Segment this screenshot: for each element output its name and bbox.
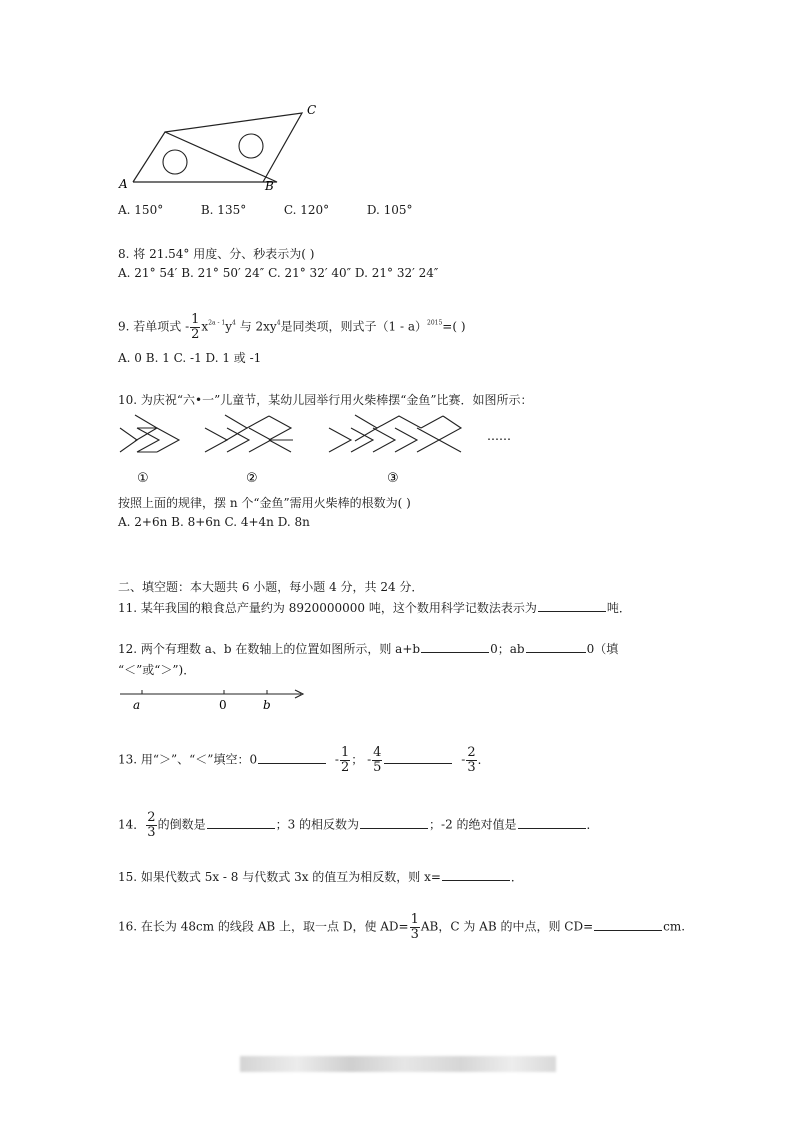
q13-frac-2-den: 5 [373, 759, 382, 775]
q13-end: ． [477, 752, 490, 767]
q9-prefix: 9. 若单项式 - [118, 319, 190, 334]
q14-text-3: ；-2 的绝对值是 [429, 817, 517, 832]
axis-label-zero: 0 [219, 698, 227, 712]
q9-y-exponent: 4 [232, 319, 236, 327]
q14-frac-den: 3 [147, 824, 156, 840]
q15-line [118, 868, 523, 885]
q16-frac-num: 1 [410, 912, 419, 927]
q16-mid: AB，C 为 AB 的中点，则 CD= [420, 919, 594, 934]
q9-suffix: 是同类项，则式子（1 - a） [280, 319, 427, 334]
q9-stem [118, 313, 466, 341]
fish-3 [329, 415, 461, 452]
q13-prefix: 13. 用“＞”、“＜”填空：0 [118, 752, 258, 767]
q9-frac-num: 1 [191, 312, 200, 327]
goldfish-matchstick-figure [115, 410, 535, 490]
q10-ellipsis: …… [487, 429, 511, 443]
q8-options: A. 21° 54′ B. 21° 50′ 24″ C. 21° 32′ 40″ D. 21° 32′ 24″ [118, 266, 439, 280]
q14-text-1: 的倒数是 [157, 817, 206, 832]
fish-2-label: ② [246, 471, 258, 486]
q13-frac-3-num: 2 [467, 745, 476, 760]
q11-text: 11. 某年我国的粮食总产量约为 8920000000 吨，这个数用科学记数法表示为 [118, 601, 537, 615]
q12-line-2: “＜”或“＞”)． [118, 663, 196, 677]
fish-2 [205, 415, 293, 452]
q12-blank-2[interactable] [526, 640, 586, 653]
q13-frac-2 [372, 746, 382, 774]
q12-blank-1[interactable] [421, 640, 489, 653]
q13-line [118, 746, 490, 774]
q9-options: A. 0 B. 1 C. -1 D. 1 或 -1 [118, 351, 262, 365]
q7-options [118, 203, 413, 217]
q15-end: ． [510, 870, 523, 884]
q12-text-b: 0；ab [490, 642, 525, 656]
q16-line [118, 913, 685, 941]
q7-option-c: C. 120° [283, 203, 330, 217]
q13-frac-3 [466, 746, 476, 774]
q9-end: =( ) [442, 319, 466, 334]
q13-sep: ； [351, 752, 364, 767]
q12-text-a: 12. 两个有理数 a、b 在数轴上的位置如图所示，则 a+b [118, 642, 421, 656]
q9-fraction [190, 313, 200, 341]
q13-neg-3: - [461, 752, 466, 767]
q15-answer-blank[interactable] [442, 868, 510, 881]
q10-stem: 10. 为庆祝“六•一”儿童节，某幼儿园举行用火柴棒摆“金鱼”比赛．如图所示： [118, 393, 533, 407]
q11-unit: 吨． [606, 601, 631, 615]
q15-text: 15. 如果代数式 5x - 8 与代数式 3x 的值互为相反数，则 x= [118, 870, 441, 884]
q9-x-exponent: 2a - 1 [208, 319, 226, 327]
q13-blank-1[interactable] [258, 751, 326, 764]
right-triangle [165, 113, 302, 182]
q16-answer-blank[interactable] [594, 918, 662, 931]
q7-option-d: D. 105° [366, 203, 413, 217]
q13-neg-1: - [334, 752, 339, 767]
q13-frac-3-den: 3 [467, 759, 476, 775]
q16-frac [410, 913, 420, 941]
q13-frac-1 [340, 746, 350, 774]
q14-frac-num: 2 [147, 810, 156, 825]
q7-option-b: B. 135° [200, 203, 247, 217]
q14-frac [146, 811, 156, 839]
blurred-footer-watermark [240, 1056, 556, 1072]
q14-prefix: 14． [118, 817, 146, 832]
fish-3-label: ③ [387, 471, 399, 486]
q16-prefix: 16. 在长为 48cm 的线段 AB 上，取一点 D，使 AD= [118, 919, 409, 934]
q16-end: cm. [663, 919, 686, 934]
q11-answer-blank[interactable] [538, 599, 606, 612]
section-2-title: 二、填空题：本大题共 6 小题，每小题 4 分，共 24 分． [118, 580, 424, 594]
q12-line [118, 640, 618, 657]
point-C-label: C [307, 103, 317, 117]
q14-blank-3[interactable] [518, 816, 586, 829]
axis-label-b: b [263, 698, 271, 712]
q14-line [118, 811, 599, 839]
point-A-label: A [119, 177, 128, 191]
number-axis-figure [115, 685, 315, 715]
q9-mid-exponent: 4 [276, 319, 281, 327]
q13-frac-2-num: 4 [373, 745, 382, 760]
axis-label-a: a [133, 698, 141, 712]
q16-frac-den: 3 [410, 926, 419, 942]
point-B-label: B [265, 179, 274, 193]
q14-blank-1[interactable] [207, 816, 275, 829]
q9-suffix-exponent: 2015 [427, 319, 443, 327]
q9-mid: 与 2xy [235, 319, 277, 334]
fish-1 [120, 415, 179, 452]
q7-option-a: A. 150° [118, 203, 164, 217]
q13-frac-1-den: 2 [340, 759, 350, 775]
q9-x: x [201, 319, 209, 334]
right-triangle-hole [239, 134, 263, 158]
q14-blank-2[interactable] [360, 816, 428, 829]
q12-text-c: 0（填 [586, 642, 619, 656]
q8-stem: 8. 将 21.54° 用度、分、秒表示为( ) [118, 247, 315, 261]
q10-question: 按照上面的规律，摆 n 个“金鱼”需用火柴棒的根数为( ) [118, 496, 411, 510]
fish-1-label: ① [137, 471, 149, 486]
q14-text-2: ；3 的相反数为 [275, 817, 360, 832]
q10-options: A. 2+6n B. 8+6n C. 4+4n D. 8n [118, 515, 310, 529]
q9-y: y [225, 319, 233, 334]
q13-frac-1-num: 1 [340, 745, 350, 760]
q9-frac-den: 2 [191, 326, 200, 342]
q13-neg-2: - [367, 752, 372, 767]
q14-end: ． [586, 817, 599, 832]
left-triangle-hole [163, 150, 187, 174]
q13-blank-2[interactable] [384, 751, 452, 764]
q11-line [118, 599, 631, 616]
triangle-rulers-figure [115, 100, 325, 195]
